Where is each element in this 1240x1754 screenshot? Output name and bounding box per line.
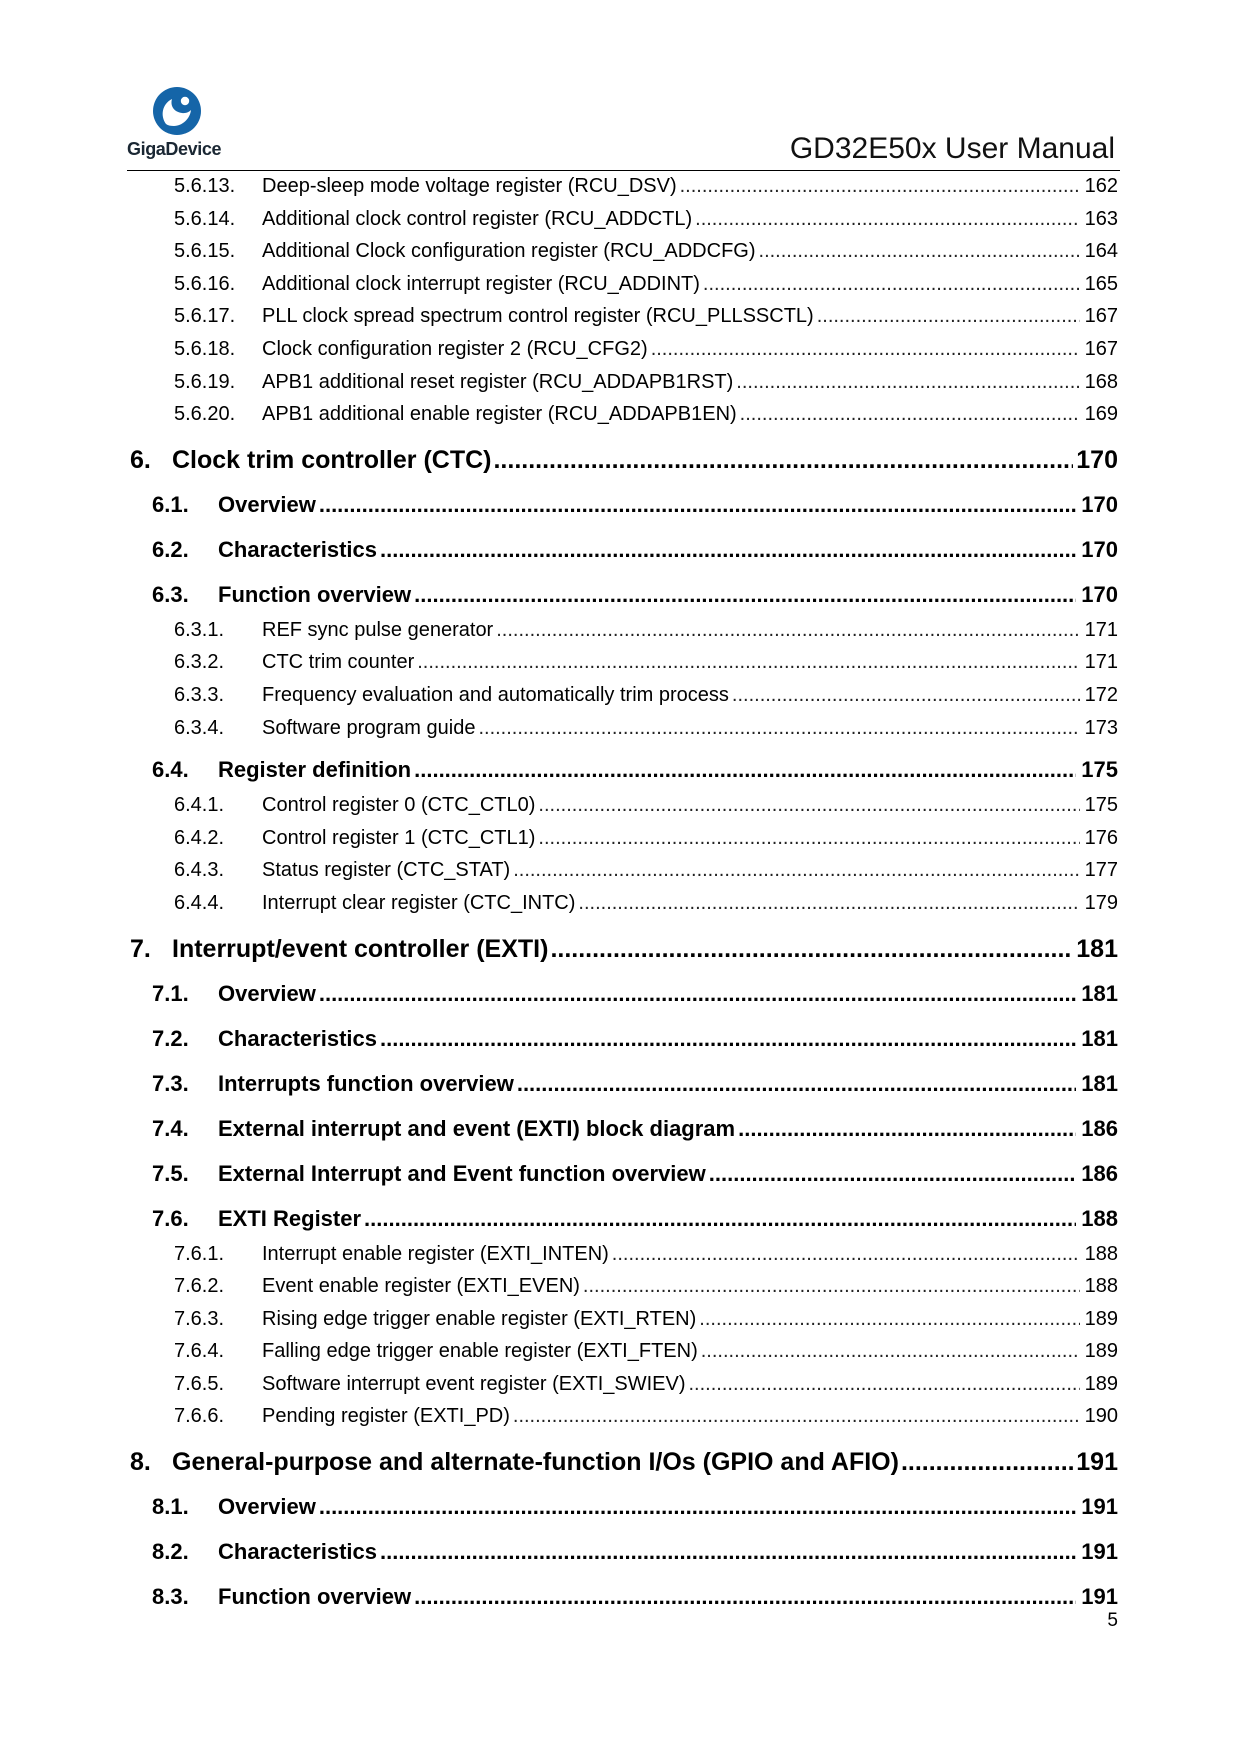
toc-subsection[interactable] [127,170,1118,203]
toc-entry-title[interactable]: Interrupt clear register (CTC_INTC) [262,891,576,914]
toc-subsection[interactable] [127,1368,1118,1401]
toc-entry-page[interactable]: 169 [1084,403,1118,426]
toc-entry-page[interactable]: 167 [1084,305,1118,328]
toc-subsection[interactable] [127,203,1118,236]
toc-entry-number: 7.5. [152,1160,189,1186]
toc-entry-page[interactable]: 181 [1076,934,1118,963]
toc-chapter[interactable] [127,1433,1118,1481]
toc-entry-number: 7.6.4. [174,1340,225,1363]
toc-entry-page[interactable]: 189 [1084,1372,1118,1395]
toc-entry-number: 5.6.17. [174,305,236,328]
toc-entry-page[interactable]: 171 [1084,651,1118,674]
toc-section[interactable] [127,1481,1118,1526]
toc-entry-page[interactable]: 162 [1084,175,1118,197]
toc-entry-page[interactable]: 189 [1084,1307,1118,1330]
toc-entry-title[interactable]: Clock trim controller (CTC) [172,445,492,474]
toc-dot-leader [759,235,1080,268]
toc-entry-page[interactable]: 163 [1084,207,1118,230]
toc-entry-number: 5.6.16. [174,272,236,295]
toc-entry-title[interactable]: REF sync pulse generator [262,618,494,641]
toc-dot-leader [699,1303,1079,1336]
toc-dot-leader [414,1571,1076,1616]
toc-entry-title[interactable]: APB1 additional enable register (RCU_ADDAPB1EN) [262,403,737,426]
toc-subsection[interactable] [127,398,1118,431]
toc-dot-leader [517,1058,1076,1103]
toc-subsection[interactable] [127,333,1118,366]
toc-entry-number: 6.4.2. [174,826,225,849]
toc-dot-leader [740,398,1080,431]
toc-entry-page[interactable]: 175 [1084,794,1118,817]
toc-entry-page[interactable]: 181 [1081,1025,1118,1051]
toc-entry-number: 7.6.1. [174,1242,225,1265]
toc-entry-title[interactable]: Event enable register (EXTI_EVEN) [262,1275,580,1298]
toc-entry-title[interactable]: Control register 1 (CTC_CTL1) [262,826,536,849]
toc-entry-page[interactable]: 171 [1084,618,1118,641]
document-title: GD32E50x User Manual [789,132,1115,165]
toc-subsection[interactable] [127,366,1118,399]
toc-entry-number: 5.6.13. [174,175,236,197]
toc-dot-leader [364,1193,1076,1238]
toc-subsection[interactable] [127,1238,1118,1271]
toc-entry-title[interactable]: Characteristics [218,1539,377,1565]
toc-dot-leader [478,712,1079,745]
toc-entry-page[interactable]: 168 [1084,370,1118,393]
toc-entry-page[interactable]: 181 [1081,980,1118,1006]
toc-entry-number: 6.3.1. [174,618,225,641]
toc-dot-leader [493,431,1073,479]
toc-entry-number: 6.4. [152,757,189,783]
toc-entry-title[interactable]: Falling edge trigger enable register (EXTI_FTEN) [262,1340,698,1363]
toc-entry-number: 6.2. [152,536,189,562]
toc-entry-number: 5.6.14. [174,207,236,230]
toc-entry-number: 7.4. [152,1115,189,1141]
toc-entry-title[interactable]: Control register 0 (CTC_CTL0) [262,794,536,817]
toc-dot-leader [703,268,1080,301]
gigadevice-logo-icon [152,86,202,136]
toc-entry-title[interactable]: Overview [218,980,316,1006]
toc-dot-leader [380,1013,1076,1058]
toc-entry-page[interactable]: 189 [1084,1340,1118,1363]
logo-wordmark: GigaDevice [127,139,222,159]
page-number: 5 [1107,1610,1118,1631]
toc-entry-page[interactable]: 179 [1084,891,1118,914]
gigadevice-logo [127,86,237,164]
toc-entry-number: 5.6.20. [174,403,236,426]
toc-section[interactable] [127,1571,1118,1616]
toc-dot-leader [417,646,1079,679]
toc-dot-leader [709,1148,1077,1193]
toc-dot-leader [513,854,1079,887]
toc-chapter[interactable] [127,920,1118,968]
toc-entry-page[interactable]: 164 [1084,240,1118,263]
toc-entry-number: 5.6.19. [174,370,236,393]
toc-dot-leader [380,524,1076,569]
toc-entry-page[interactable]: 186 [1081,1115,1118,1141]
toc-section[interactable] [127,1148,1118,1193]
toc-entry-title[interactable]: Additional clock control register (RCU_ADDCTL) [262,207,693,230]
toc-entry-page[interactable]: 170 [1081,536,1118,562]
toc-entry-page[interactable]: 181 [1081,1070,1118,1096]
toc-subsection[interactable] [127,712,1118,745]
toc-subsection[interactable] [127,854,1118,887]
toc-entry-number: 5.6.18. [174,337,236,360]
toc-entry-page[interactable]: 172 [1084,683,1118,706]
toc-entry-title[interactable]: General-purpose and alternate-function I/Os (GPIO and AFIO) [172,1448,899,1477]
toc-entry-title[interactable]: Rising edge trigger enable register (EXTI_RTEN) [262,1307,697,1330]
toc-dot-leader [736,366,1079,399]
toc-dot-leader [817,300,1080,333]
toc-subsection[interactable] [127,822,1118,855]
toc-dot-leader [414,744,1076,789]
toc-entry-page[interactable]: 191 [1081,1539,1118,1565]
toc-entry-number: 6. [130,445,151,474]
toc-entry-title[interactable]: PLL clock spread spectrum control register (RCU_PLLSSCTL) [262,305,814,328]
toc-subsection[interactable] [127,268,1118,301]
toc-entry-page[interactable]: 191 [1081,1584,1118,1610]
toc-dot-leader [689,1368,1080,1401]
toc-section[interactable] [127,1013,1118,1058]
toc-entry-page[interactable]: 191 [1081,1494,1118,1520]
toc-dot-leader [578,887,1079,920]
toc-entry-number: 7.6.2. [174,1275,225,1298]
toc-subsection[interactable] [127,614,1118,647]
toc-entry-title[interactable]: Function overview [218,581,412,607]
toc-entry-page[interactable]: 186 [1081,1160,1118,1186]
toc-entry-number: 6.3.2. [174,651,225,674]
toc-dot-leader [738,1103,1076,1148]
toc-entry-title[interactable]: Additional clock interrupt register (RCU_ADDINT) [262,272,700,295]
toc-entry-number: 8. [130,1448,151,1477]
toc-entry-page[interactable]: 190 [1084,1405,1118,1428]
toc-subsection[interactable] [127,887,1118,920]
toc-dot-leader [538,822,1079,855]
toc-entry-title[interactable]: Status register (CTC_STAT) [262,859,511,882]
toc-subsection[interactable] [127,235,1118,268]
toc-subsection[interactable] [127,679,1118,712]
toc-entry-number: 8.3. [152,1584,189,1610]
toc-dot-leader [680,170,1080,203]
toc-entry-number: 7.6.6. [174,1405,225,1428]
toc-entry-number: 7. [130,934,151,963]
toc-subsection[interactable] [127,646,1118,679]
toc-entry-title[interactable]: Pending register (EXTI_PD) [262,1405,510,1428]
toc-entry-number: 8.1. [152,1494,189,1520]
toc-dot-leader [612,1238,1080,1271]
toc-entry-number: 6.1. [152,491,189,517]
toc-dot-leader [496,614,1079,647]
toc-entry-number: 8.2. [152,1539,189,1565]
toc-entry-page[interactable]: 188 [1081,1205,1118,1231]
toc-entry-page[interactable]: 173 [1084,716,1118,739]
toc-entry-number: 7.1. [152,980,189,1006]
toc-subsection[interactable] [127,1335,1118,1368]
toc-entry-page[interactable]: 188 [1084,1275,1118,1298]
toc-section[interactable] [127,479,1118,524]
toc-entry-number: 6.3.3. [174,683,225,706]
toc-section[interactable] [127,569,1118,614]
toc-dot-leader [695,203,1079,236]
toc-entry-number: 6.3. [152,581,189,607]
toc-entry-page[interactable]: 170 [1076,445,1118,474]
toc-dot-leader [319,1481,1076,1526]
page-header [127,86,1120,171]
toc-subsection[interactable] [127,300,1118,333]
toc-entry-title[interactable]: Additional Clock configuration register (RCU_ADDCFG) [262,240,756,263]
toc-entry-page[interactable]: 167 [1084,337,1118,360]
toc-dot-leader [414,569,1076,614]
toc-entry-number: 7.3. [152,1070,189,1096]
toc-entry-title[interactable]: Characteristics [218,1025,377,1051]
toc-section[interactable] [127,744,1118,789]
toc-dot-leader [550,920,1073,968]
toc-entry-title[interactable]: APB1 additional reset register (RCU_ADDAPB1RST) [262,370,734,393]
toc-section[interactable] [127,524,1118,569]
toc-entry-number: 7.6.5. [174,1372,225,1395]
toc-entry-title[interactable]: Function overview [218,1584,412,1610]
toc-entry-page[interactable]: 188 [1084,1242,1118,1265]
toc-entry-title[interactable]: CTC trim counter [262,651,415,674]
toc-entry-page[interactable]: 177 [1084,859,1118,882]
toc-entry-title[interactable]: EXTI Register [218,1205,362,1231]
toc-entry-title[interactable]: Software interrupt event register (EXTI_SWIEV) [262,1372,686,1395]
toc-entry-title[interactable]: Deep-sleep mode voltage register (RCU_DSV) [262,175,677,197]
toc-section[interactable] [127,1193,1118,1238]
toc-entry-number: 5.6.15. [174,240,236,263]
toc-dot-leader [319,968,1076,1013]
toc-section[interactable] [127,1058,1118,1103]
toc-entry-number: 7.2. [152,1025,189,1051]
toc-dot-leader [901,1433,1073,1481]
toc-dot-leader [513,1400,1080,1433]
toc-entry-number: 6.4.1. [174,794,225,817]
toc-subsection[interactable] [127,1303,1118,1336]
toc-subsection[interactable] [127,789,1118,822]
toc-section[interactable] [127,1103,1118,1148]
toc-entry-page[interactable]: 170 [1081,491,1118,517]
toc-entry-number: 7.6.3. [174,1307,225,1330]
toc-entry-title[interactable]: Register definition [218,757,412,783]
toc-entry-page[interactable]: 170 [1081,581,1118,607]
toc-entry-title[interactable]: Frequency evaluation and automatically trim process [262,683,729,706]
toc-dot-leader [701,1335,1080,1368]
toc-entry-number: 6.4.4. [174,891,225,914]
toc-chapter[interactable] [127,431,1118,479]
toc-entry-title[interactable]: Clock configuration register 2 (RCU_CFG2) [262,337,648,360]
toc-entry-title[interactable]: External Interrupt and Event function overview [218,1160,706,1186]
toc-dot-leader [380,1526,1076,1571]
toc-entry-number: 6.4.3. [174,859,225,882]
toc-entry-page[interactable]: 191 [1076,1448,1118,1477]
toc-subsection[interactable] [127,1270,1118,1303]
toc-entry-page[interactable]: 175 [1081,757,1118,783]
toc-entry-title[interactable]: Interrupts function overview [218,1070,514,1096]
toc-entry-title[interactable]: Overview [218,491,316,517]
toc-subsection[interactable] [127,1400,1118,1433]
toc-entry-title[interactable]: Characteristics [218,536,377,562]
toc-dot-leader [319,479,1076,524]
toc-entry-title[interactable]: External interrupt and event (EXTI) block diagram [218,1115,736,1141]
toc-entry-title[interactable]: Overview [218,1494,316,1520]
toc-entry-page[interactable]: 176 [1084,826,1118,849]
toc-entry-number: 6.3.4. [174,716,225,739]
toc-section[interactable] [127,968,1118,1013]
toc-entry-number: 7.6. [152,1205,189,1231]
toc-dot-leader [538,789,1079,822]
toc-entry-page[interactable]: 165 [1084,272,1118,295]
toc-dot-leader [732,679,1080,712]
toc-entry-title[interactable]: Software program guide [262,716,476,739]
toc-dot-leader [583,1270,1080,1303]
table-of-contents [127,170,1118,1616]
toc-entry-title[interactable]: Interrupt/event controller (EXTI) [172,934,549,963]
toc-dot-leader [651,333,1080,366]
toc-entry-title[interactable]: Interrupt enable register (EXTI_INTEN) [262,1242,609,1265]
toc-section[interactable] [127,1526,1118,1571]
